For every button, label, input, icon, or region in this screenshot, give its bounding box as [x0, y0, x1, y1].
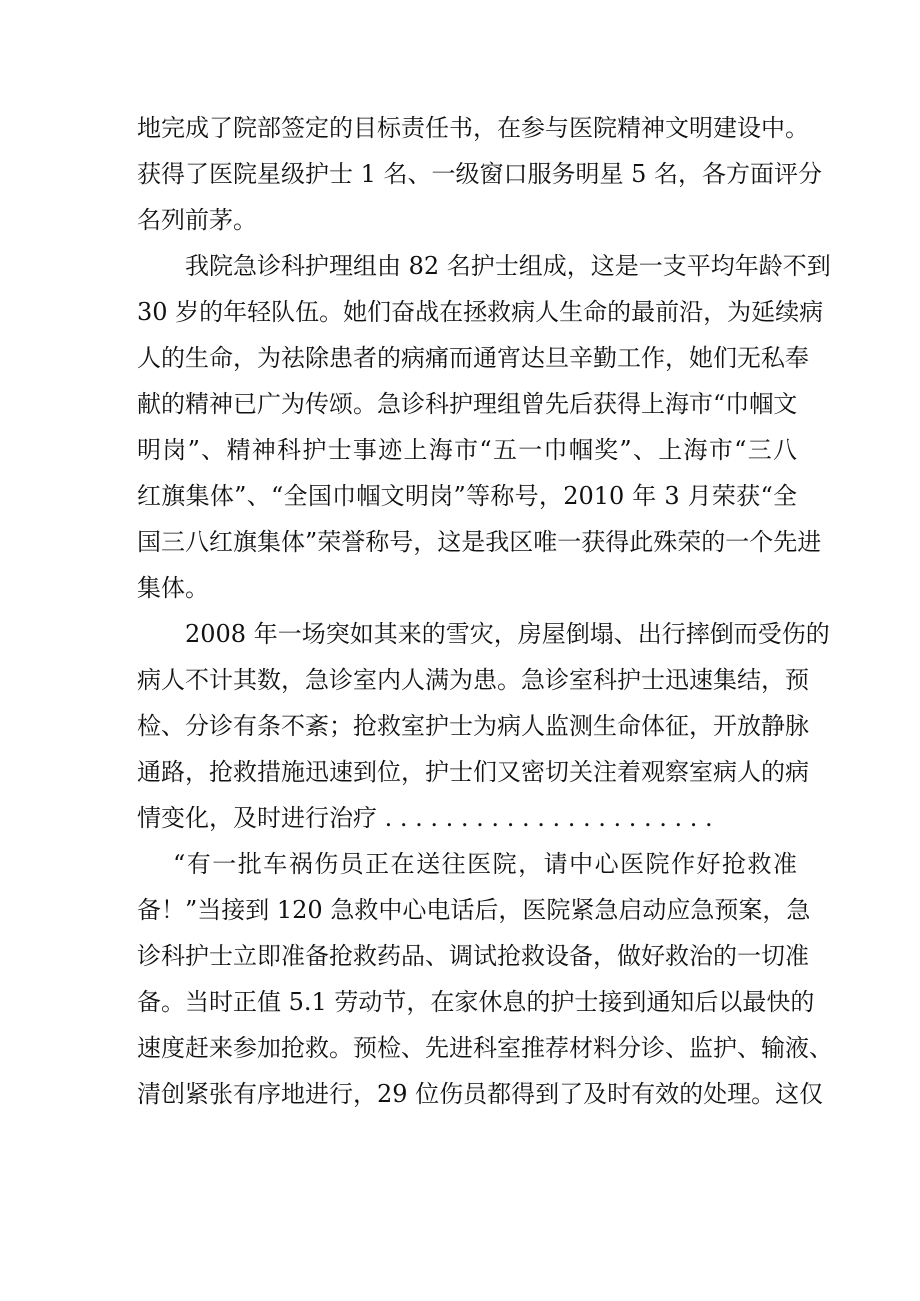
text-line: 获得了医院星级护士 1 名、一级窗口服务明星 5 名，各方面评分 — [137, 160, 823, 188]
paragraph-1 — [137, 105, 823, 243]
text-line: 病人不计其数，急诊室内人满为患。急诊室科护士迅速集结，预 — [137, 666, 809, 694]
paragraph-2 — [137, 243, 831, 611]
text-line: 检、分诊有条不紊；抢救室护士为病人监测生命体征，开放静脉 — [137, 712, 809, 740]
text-line: 清创紧张有序地进行，29 位伤员都得到了及时有效的处理。这仅 — [137, 1080, 824, 1108]
text-line: “有一批车祸伤员正在送往医院，请中心医院作好抢救准 — [173, 850, 797, 878]
text-line: 人的生命，为祛除患者的病痛而通宵达旦辛勤工作，她们无私奉 — [137, 344, 809, 372]
text-line: 国三八红旗集体”荣誉称号，这是我区唯一获得此殊荣的一个先进 — [137, 528, 822, 556]
paragraph-3 — [137, 611, 830, 841]
text-line: 献的精神已广为传颂。急诊科护理组曾先后获得上海市“巾帼文 — [137, 390, 798, 418]
text-line: 我院急诊科护理组由 82 名护士组成，这是一支平均年龄不到 — [185, 252, 831, 280]
text-line: 情变化，及时进行治疗 . . . . . . . . . . . . . . . . . . . . . . — [137, 804, 713, 832]
text-line: 明岗”、精神科护士事迹上海市“五一巾帼奖”、上海市“三八 — [137, 436, 797, 464]
text-line: 红旗集体”、“全国巾帼文明岗”等称号，2010 年 3 月荣获“全 — [137, 482, 797, 510]
text-line: 备。当时正值 5.1 劳动节，在家休息的护士接到通知后以最快的 — [137, 988, 815, 1016]
paragraph-4 — [137, 841, 833, 1117]
text-line: 名列前茅。 — [137, 206, 257, 234]
text-line: 集体。 — [137, 574, 209, 602]
text-line: 30 岁的年轻队伍。她们奋战在拯救病人生命的最前沿，为延续病 — [137, 298, 824, 326]
text-line: 备！”当接到 120 急救中心电话后，医院紧急启动应急预案，急 — [137, 896, 811, 924]
text-line: 速度赶来参加抢救。预检、先进科室推荐材料分诊、监护、输液、 — [137, 1034, 833, 1062]
text-line: 诊科护士立即准备抢救药品、调试抢救设备，做好救治的一切准 — [137, 942, 809, 970]
document-body — [137, 105, 833, 1117]
text-line: 地完成了院部签定的目标责任书，在参与医院精神文明建设中。 — [137, 114, 809, 142]
text-line: 通路，抢救措施迅速到位，护士们又密切关注着观察室病人的病 — [137, 758, 809, 786]
text-line: 2008 年一场突如其来的雪灾，房屋倒塌、出行摔倒而受伤的 — [185, 620, 830, 648]
